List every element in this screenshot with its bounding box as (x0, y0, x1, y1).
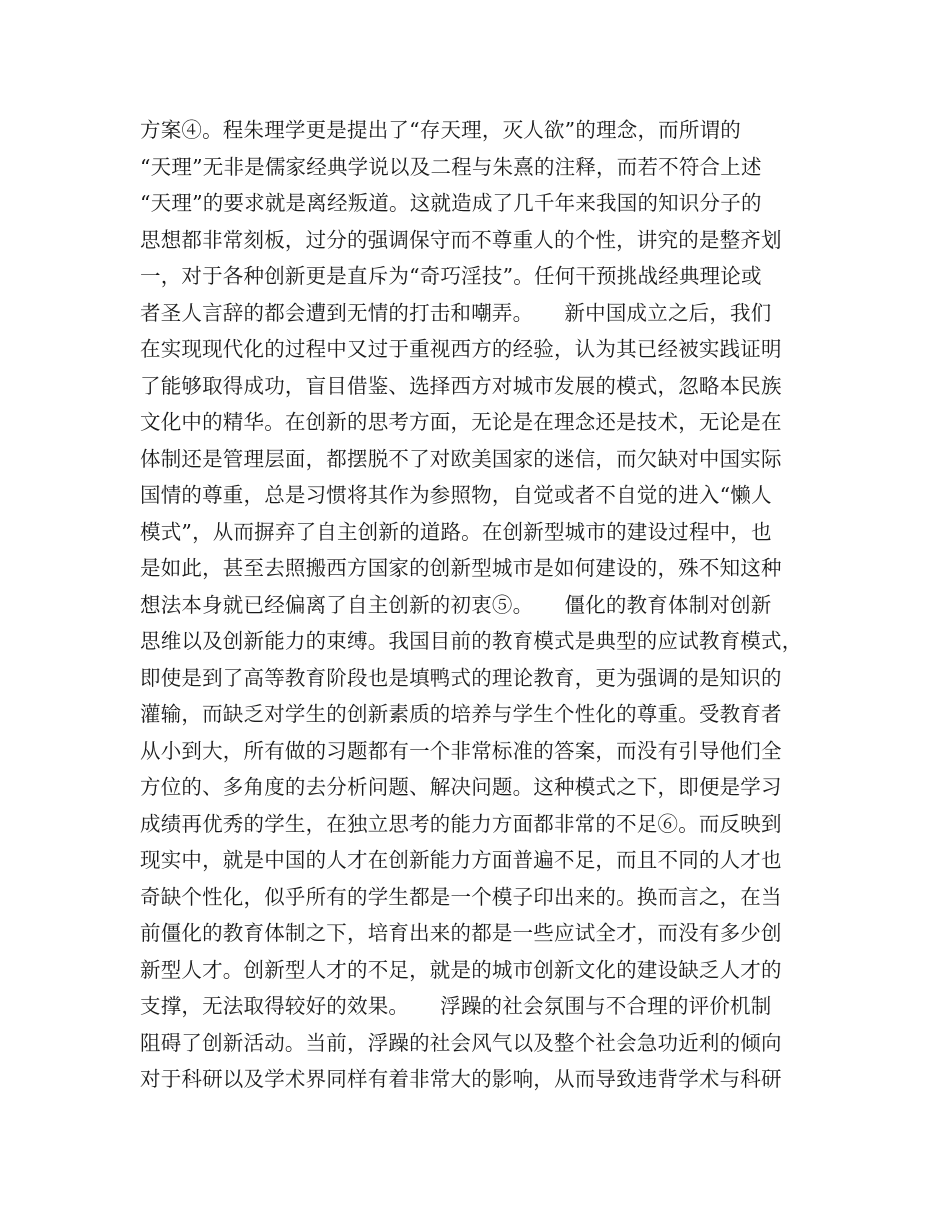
text-line: 了能够取得成功，盲目借鉴、选择西方对城市发展的模式，忽略本民族 (140, 373, 782, 398)
text-line: 方案④。程朱理学更是提出了“存天理，灭人欲”的理念，而所谓的 (140, 118, 741, 142)
text-line: 国情的尊重，总是习惯将其作为参照物，自觉或者不自觉的进入“懒人 (140, 483, 772, 507)
text-line: 新型人才。创新型人才的不足，就是的城市创新文化的建设缺乏人才的 (140, 957, 782, 982)
text-line: 从小到大，所有做的习题都有一个非常标准的答案，而没有引导他们全 (140, 738, 782, 763)
text-line: 思想都非常刻板，过分的强调保守而不尊重人的个性，讲究的是整齐划 (140, 227, 782, 252)
text-line: 者圣人言辞的都会遭到无情的打击和嘲弄。 新中国成立之后，我们 (140, 300, 772, 325)
text-line: 对于科研以及学术界同样有着非常大的影响，从而导致违背学术与科研 (140, 1067, 782, 1091)
text-line: 即使是到了高等教育阶段也是填鸭式的理论教育，更为强调的是知识的 (140, 665, 782, 690)
text-line: 文化中的精华。在创新的思考方面，无论是在理念还是技术，无论是在 (140, 410, 782, 434)
text-line: 奇缺个性化，似乎所有的学生都是一个模子印出来的。换而言之，在当 (140, 884, 782, 909)
text-line: “天理”无非是儒家经典学说以及二程与朱熹的注释，而若不符合上述 (140, 154, 762, 179)
text-line: 是如此，甚至去照搬西方国家的创新型城市是如何建设的，殊不知这种 (140, 556, 782, 580)
text-line: 阻碍了创新活动。当前，浮躁的社会风气以及整个社会急功近利的倾向 (140, 1030, 782, 1055)
text-line: 成绩再优秀的学生，在独立思考的能力方面都非常的不足⑥。而反映到 (140, 811, 782, 836)
text-line: 思维以及创新能力的束缚。我国目前的教育模式是典型的应试教育模式， (140, 629, 803, 653)
text-line: 一，对于各种创新更是直斥为“奇巧淫技”。任何干预挑战经典理论或 (140, 264, 762, 288)
text-line: 支撑，无法取得较好的效果。 浮躁的社会氛围与不合理的评价机制 (140, 994, 772, 1018)
text-line: 现实中，就是中国的人才在创新能力方面普遍不足，而且不同的人才也 (140, 848, 782, 872)
text-line: 前僵化的教育体制之下，培育出来的都是一些应试全才，而没有多少创 (140, 921, 782, 945)
text-line: 方位的、多角度的去分析问题、解决问题。这种模式之下，即便是学习 (140, 775, 782, 799)
text-line: “天理”的要求就是离经叛道。这就造成了几千年来我国的知识分子的 (140, 191, 762, 215)
text-line: 体制还是管理层面，都摆脱不了对欧美国家的迷信，而欠缺对中国实际 (140, 446, 782, 471)
text-line: 在实现现代化的过程中又过于重视西方的经验，认为其已经被实践证明 (140, 337, 782, 361)
text-line: 想法本身就已经偏离了自主创新的初衷⑤。 僵化的教育体制对创新 (140, 592, 772, 617)
body-text (140, 112, 830, 1098)
text-line: 模式”，从而摒弃了自主创新的道路。在创新型城市的建设过程中，也 (140, 519, 772, 544)
text-line: 灌输，而缺乏对学生的创新素质的培养与学生个性化的尊重。受教育者 (140, 702, 782, 726)
